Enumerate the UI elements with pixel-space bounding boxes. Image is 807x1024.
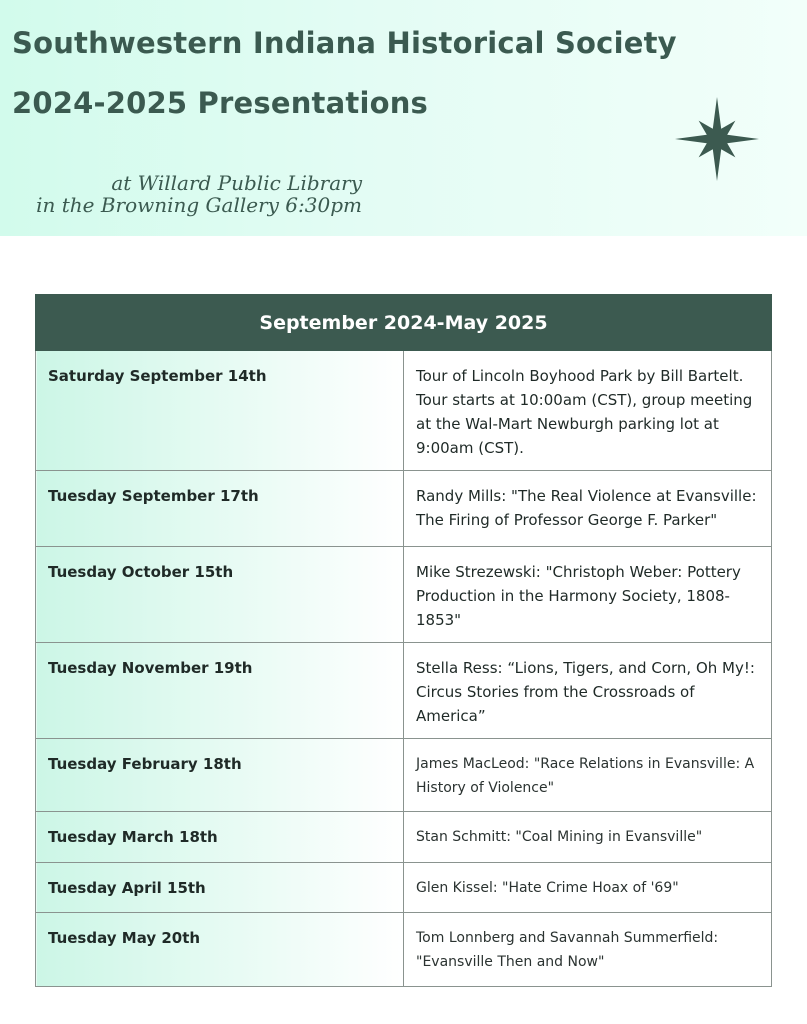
event-description: James MacLeod: "Race Relations in Evansville: A History of Violence" <box>404 739 772 812</box>
table-row <box>36 913 772 987</box>
venue-subtitle <box>20 172 362 216</box>
event-date: Tuesday April 15th <box>36 863 404 913</box>
sparkle-star-icon <box>674 96 760 182</box>
table-header-row <box>36 295 772 351</box>
event-date: Saturday September 14th <box>36 351 404 471</box>
table-row <box>36 739 772 812</box>
event-date: Tuesday October 15th <box>36 547 404 643</box>
event-date: Tuesday November 19th <box>36 643 404 739</box>
event-date: Tuesday September 17th <box>36 471 404 547</box>
event-description: Stan Schmitt: "Coal Mining in Evansville" <box>404 812 772 863</box>
event-date: Tuesday March 18th <box>36 812 404 863</box>
table-row <box>36 643 772 739</box>
event-date: Tuesday May 20th <box>36 913 404 987</box>
table-row <box>36 471 772 547</box>
event-date: Tuesday February 18th <box>36 739 404 812</box>
schedule-heading: September 2024-May 2025 <box>36 295 772 351</box>
table-row <box>36 547 772 643</box>
event-description: Stella Ress: “Lions, Tigers, and Corn, Oh My!: Circus Stories from the Crossroads of America” <box>404 643 772 739</box>
table-row <box>36 351 772 471</box>
event-description: Glen Kissel: "Hate Crime Hoax of '69" <box>404 863 772 913</box>
event-description: Randy Mills: "The Real Violence at Evansville: The Firing of Professor George F. Parker" <box>404 471 772 547</box>
event-description: Mike Strezewski: "Christoph Weber: Pottery Production in the Harmony Society, 1808-1853" <box>404 547 772 643</box>
table-row <box>36 863 772 913</box>
event-description: Tour of Lincoln Boyhood Park by Bill Bartelt. Tour starts at 10:00am (CST), group meeting at the Wal-Mart Newburgh parking lot at 9:00am (CST). <box>404 351 772 471</box>
presentation-schedule-table <box>35 294 772 987</box>
page-title-organization: Southwestern Indiana Historical Society <box>12 26 677 60</box>
table-row <box>36 812 772 863</box>
gallery-time-line: in the Browning Gallery 6:30pm <box>36 193 362 217</box>
venue-line: at Willard Public Library <box>111 171 362 195</box>
event-description: Tom Lonnberg and Savannah Summerfield: "Evansville Then and Now" <box>404 913 772 987</box>
page-title-season: 2024-2025 Presentations <box>12 86 429 120</box>
